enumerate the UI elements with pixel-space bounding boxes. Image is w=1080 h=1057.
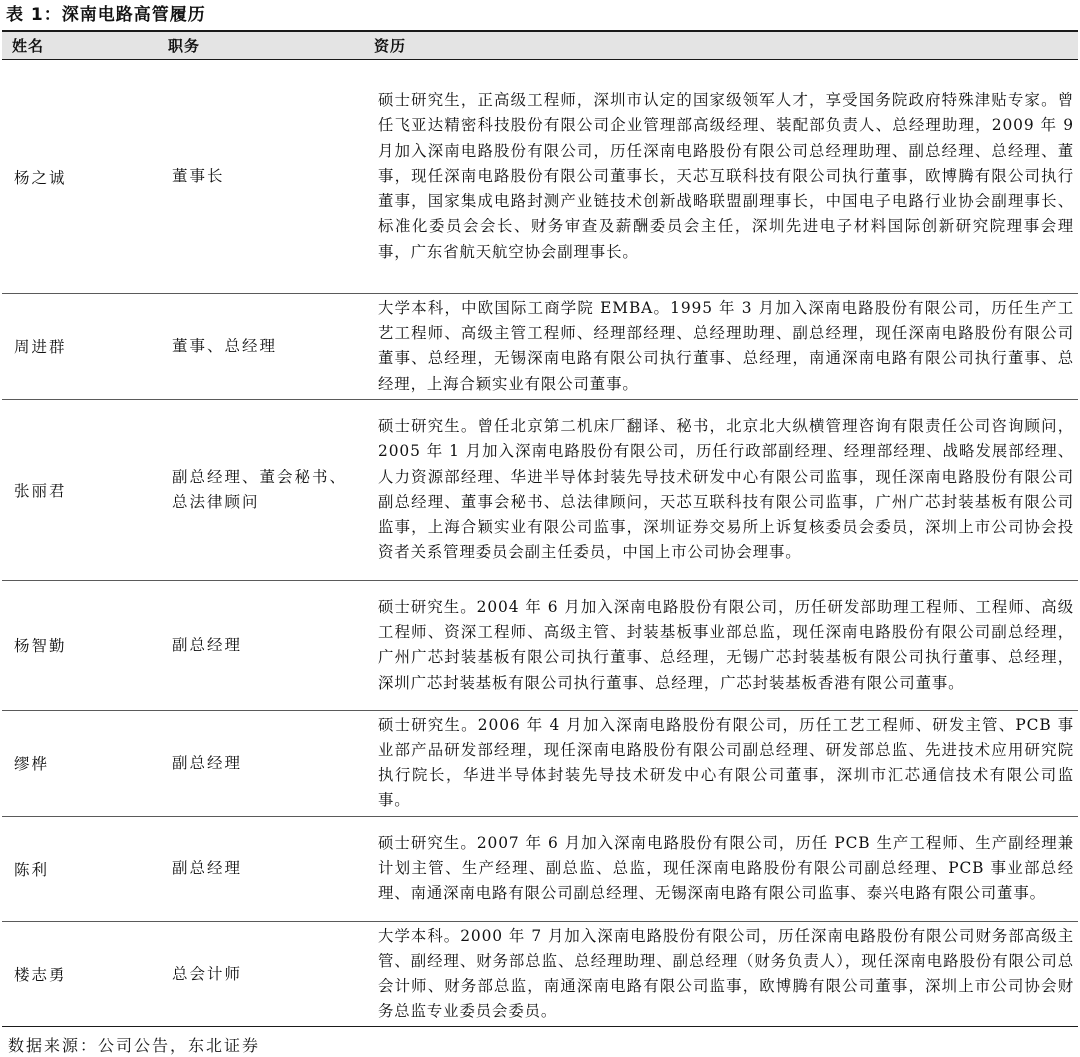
cell-resume: 硕士研究生，正高级工程师，深圳市认定的国家级领军人才，享受国务院政府特殊津贴专家。曾任飞亚达精密科技股份有限公司企业管理部高级经理、装配部负责人、总经理助理，2009 年 9 月加入深南电路股份有限公司，历任深南电路股份有限公司总经理助理、副总经理、总经理、董事，现任深南电路股份有限公司董事长，天芯互联科技有限公司执行董事，欧博腾有限公司执行董事，国家集成电路封测产业链技术创新战略联盟副理事长，中国电子电路行业协会副理事长、标准化委员会会长、财务审查及薪酬委员会主任，深圳先进电子材料国际创新研究院理事会理事，广东省航天航空协会副理事长。: [378, 91, 1074, 261]
table-row: [2, 816, 1078, 921]
cell-resume: 硕士研究生。2004 年 6 月加入深南电路股份有限公司，历任研发部助理工程师、工程师、高级工程师、资深工程师、高级主管、封装基板事业部总监，现任深南电路股份有限公司副总经理，广州广芯封装基板有限公司执行董事、总经理，无锡广芯封装基板有限公司执行董事、总经理，深圳广芯封装基板有限公司执行董事、总经理，广芯封装基板香港有限公司董事。: [378, 597, 1074, 692]
cell-name: 杨智勤: [14, 637, 67, 656]
cell-name: 楼志勇: [14, 966, 67, 985]
table-title: 表 1：深南电路高管履历: [6, 5, 206, 25]
cell-position: 董事长: [172, 167, 225, 185]
header-position: 职务: [158, 31, 358, 60]
cell-position: 董事、总经理: [172, 336, 278, 355]
table-row: [2, 294, 1078, 400]
cell-position: 副总经理: [172, 753, 243, 772]
cell-resume: 大学本科。2000 年 7 月加入深南电路股份有限公司，历任深南电路股份有限公司财务部高级主管、副经理、财务部总监、总经理助理、副总经理（财务负责人），现任深南电路股份有限公司总会计师、财务部总监，南通深南电路有限公司监事，欧博腾有限公司董事，深圳上市公司协会财务总监专业委员会委员。: [378, 926, 1074, 1021]
table-body: [2, 60, 1078, 1027]
cell-name: 张丽君: [14, 481, 67, 500]
cell-position: 副总经理: [172, 635, 243, 654]
cell-resume: 硕士研究生。2006 年 4 月加入深南电路股份有限公司，历任工艺工程师、研发主管、PCB 事业部产品研发部经理，现任深南电路股份有限公司副总经理、研发部总监、先进技术应用研究院执行院长，华进半导体封装先导技术研发中心有限公司董事，深圳市汇芯通信技术有限公司监事。: [378, 715, 1074, 810]
cell-position: 副总经理、董会秘书、总法律顾问: [172, 467, 348, 511]
header-row: [2, 31, 1078, 60]
cell-position: 副总经理: [172, 859, 243, 878]
table-row: [2, 921, 1078, 1027]
cell-name: 缪桦: [14, 755, 50, 774]
table-row: [2, 399, 1078, 580]
table-row: [2, 580, 1078, 710]
cell-position: 总会计师: [172, 964, 243, 983]
cell-resume: 硕士研究生。2007 年 6 月加入深南电路股份有限公司，历任 PCB 生产工程师、生产副经理兼计划主管、生产经理、副总监、总监，现任深南电路股份有限公司副总经理、PCB 事业部总经理、南通深南电路有限公司副总经理、无锡深南电路有限公司监事、泰兴电路有限公司董事。: [378, 833, 1074, 903]
header-resume: 资历: [358, 31, 1078, 60]
table-row: [2, 60, 1078, 294]
source-note: 数据来源：公司公告，东北证券: [8, 1036, 261, 1056]
table-row: [2, 710, 1078, 816]
cell-name: 杨之诚: [14, 168, 67, 187]
header-name: 姓名: [2, 31, 158, 60]
table-header: [2, 31, 1078, 60]
cell-name: 陈利: [14, 860, 50, 879]
cell-resume: 硕士研究生。曾任北京第二机床厂翻译、秘书，北京北大纵横管理咨询有限责任公司咨询顾问，2005 年 1 月加入深南电路股份有限公司，历任行政部副经理、经理部经理、战略发展部经理、人力资源部经理、华进半导体封装先导技术研发中心有限公司监事，现任深南电路股份有限公司副总经理、董事会秘书、总法律顾问，天芯互联科技有限公司监事，广州广芯封装基板有限公司监事，上海合颖实业有限公司监事，深圳证券交易所上诉复核委员会委员，深圳上市公司协会投资者关系管理委员会副主任委员，中国上市公司协会理事。: [378, 417, 1074, 562]
executive-table: [2, 30, 1078, 1027]
cell-resume: 大学本科，中欧国际工商学院 EMBA。1995 年 3 月加入深南电路股份有限公司，历任生产工艺工程师、高级主管工程师、经理部经理、总经理助理、副总经理，现任深南电路股份有限公司董事、总经理，无锡深南电路有限公司执行董事、总经理，南通深南电路有限公司执行董事、总经理，上海合颖实业有限公司董事。: [378, 299, 1074, 393]
cell-name: 周进群: [14, 338, 67, 357]
